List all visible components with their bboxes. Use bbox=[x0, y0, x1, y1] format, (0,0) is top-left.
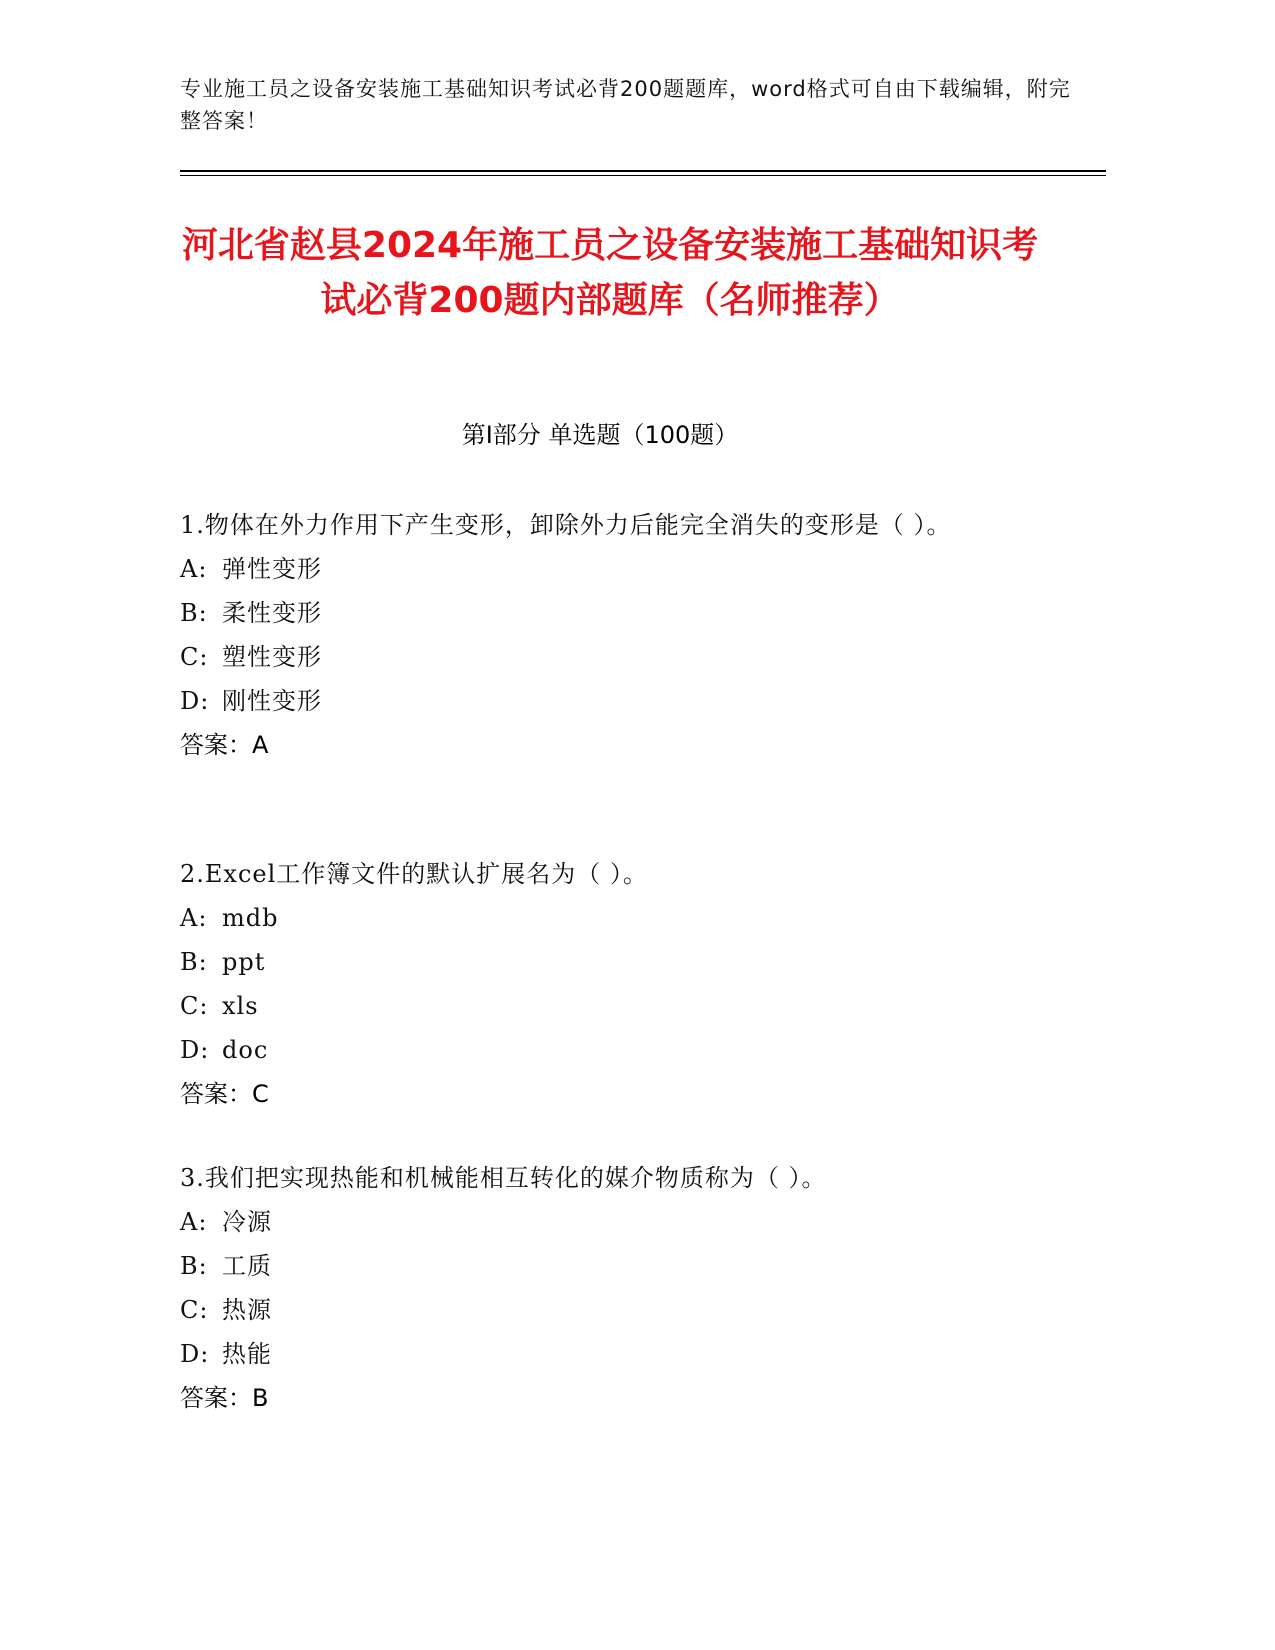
question-1 bbox=[180, 503, 1060, 767]
option-c bbox=[180, 635, 1060, 679]
question-stem: 1.物体在外力作用下产生变形，卸除外力后能完全消失的变形是（ ）。 bbox=[180, 511, 952, 539]
option-text: 工质 bbox=[222, 1252, 272, 1280]
question-stem: 3.我们把实现热能和机械能相互转化的媒介物质称为（ ）。 bbox=[180, 1164, 827, 1192]
option-key: C: bbox=[180, 992, 209, 1020]
question-2 bbox=[180, 852, 1060, 1116]
option-text: 塑性变形 bbox=[222, 643, 322, 671]
header-rule-thin bbox=[180, 175, 1106, 176]
option-d bbox=[180, 679, 1060, 723]
option-text: 弹性变形 bbox=[222, 555, 322, 583]
answer: 答案：C bbox=[180, 1080, 269, 1108]
document-title: 河北省赵县2024年施工员之设备安装施工基础知识考试必背200题内部题库（名师推荐） bbox=[181, 225, 1039, 321]
header-note: 专业施工员之设备安装施工基础知识考试必背200题题库，word格式可自由下载编辑，附完整答案！ bbox=[180, 77, 1071, 133]
header-rule-thick bbox=[180, 170, 1106, 172]
option-c bbox=[180, 984, 1060, 1028]
option-a bbox=[180, 896, 1060, 940]
option-b bbox=[180, 1244, 1060, 1288]
option-d bbox=[180, 1028, 1060, 1072]
question-3 bbox=[180, 1156, 1060, 1420]
option-key: A: bbox=[180, 904, 208, 932]
answer: 答案：B bbox=[180, 1384, 269, 1412]
option-a bbox=[180, 547, 1060, 591]
option-key: C: bbox=[180, 643, 209, 671]
option-text: xls bbox=[222, 992, 259, 1020]
option-text: doc bbox=[222, 1036, 269, 1064]
question-stem: 2.Excel工作簿文件的默认扩展名为（ ）。 bbox=[180, 860, 648, 888]
option-key: A: bbox=[180, 1208, 208, 1236]
option-text: 热能 bbox=[222, 1340, 272, 1368]
option-b bbox=[180, 940, 1060, 984]
option-text: 热源 bbox=[222, 1296, 272, 1324]
option-key: B: bbox=[180, 948, 208, 976]
option-c bbox=[180, 1288, 1060, 1332]
option-text: ppt bbox=[222, 948, 266, 976]
option-text: 刚性变形 bbox=[222, 687, 322, 715]
option-d bbox=[180, 1332, 1060, 1376]
option-key: D: bbox=[180, 1036, 210, 1064]
answer: 答案：A bbox=[180, 731, 269, 759]
option-a bbox=[180, 1200, 1060, 1244]
option-key: D: bbox=[180, 687, 210, 715]
option-key: D: bbox=[180, 1340, 210, 1368]
option-text: 冷源 bbox=[222, 1208, 272, 1236]
option-b bbox=[180, 591, 1060, 635]
option-key: B: bbox=[180, 599, 208, 627]
option-key: A: bbox=[180, 555, 208, 583]
option-text: 柔性变形 bbox=[222, 599, 322, 627]
option-key: B: bbox=[180, 1252, 208, 1280]
option-text: mdb bbox=[222, 904, 279, 932]
option-key: C: bbox=[180, 1296, 209, 1324]
section-title: 第I部分 单选题（100题） bbox=[461, 421, 739, 449]
